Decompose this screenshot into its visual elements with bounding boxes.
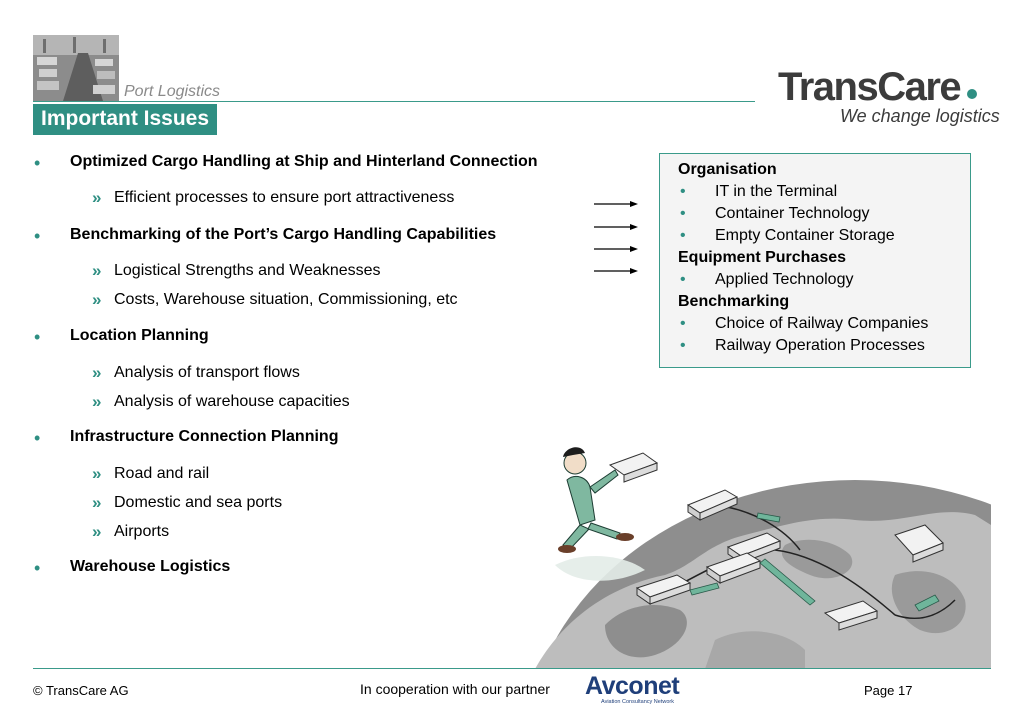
bullet-dot-icon: • — [680, 227, 686, 244]
box-heading: Organisation — [678, 161, 777, 178]
subtopic-label: Costs, Warehouse situation, Commissioning, etc — [114, 291, 458, 308]
bullet-dot-icon: • — [34, 226, 41, 246]
box-item: Choice of Railway Companies — [715, 315, 929, 332]
box-item: Railway Operation Processes — [715, 337, 925, 354]
subtopic-label: Logistical Strengths and Weaknesses — [114, 262, 381, 279]
right-arrow-icon — [594, 268, 638, 274]
section-label: Port Logistics — [124, 83, 221, 100]
bullet-dot-icon: • — [680, 183, 686, 200]
double-chevron-icon: » — [92, 261, 102, 280]
bullet-dot-icon: • — [34, 153, 41, 173]
right-arrow-icon — [594, 246, 638, 252]
bullet-dot-icon: • — [680, 205, 686, 222]
logo-tagline: We change logistics — [840, 106, 1000, 126]
details-box — [659, 153, 971, 368]
partner-name: Avconet — [585, 672, 680, 700]
logo-dot-icon — [967, 89, 977, 99]
right-arrow-icon — [594, 224, 638, 230]
header-photo — [33, 35, 119, 101]
businessman-icon — [558, 447, 657, 553]
subtopic-label: Analysis of warehouse capacities — [114, 393, 350, 410]
bullet-dot-icon: • — [34, 428, 41, 448]
cooperation-text: In cooperation with our partner — [360, 681, 550, 697]
subtopic-label: Analysis of transport flows — [114, 364, 300, 381]
subtopic-label: Domestic and sea ports — [114, 494, 283, 511]
right-arrow-icon — [594, 201, 638, 207]
bullet-dot-icon: • — [680, 315, 686, 332]
subtopic-label: Efficient processes to ensure port attractiveness — [114, 189, 455, 206]
page-number: Page 17 — [864, 683, 913, 698]
box-heading: Benchmarking — [678, 293, 790, 310]
box-heading: Equipment Purchases — [678, 249, 847, 266]
subtopic-label: Road and rail — [114, 465, 210, 482]
box-item: Container Technology — [715, 205, 870, 222]
bullet-dot-icon: • — [34, 558, 41, 578]
subtopic-label: Airports — [114, 523, 170, 540]
arrow-group — [592, 196, 642, 278]
globe-icon — [525, 480, 991, 669]
double-chevron-icon: » — [92, 392, 102, 411]
topic-label: Infrastructure Connection Planning — [70, 428, 339, 445]
double-chevron-icon: » — [92, 188, 102, 207]
bullet-dot-icon: • — [34, 327, 41, 347]
topic-label: Warehouse Logistics — [70, 558, 231, 575]
double-chevron-icon: » — [92, 363, 102, 382]
double-chevron-icon: » — [92, 290, 102, 309]
topic-label: Optimized Cargo Handling at Ship and Hinterland Connection — [70, 153, 538, 170]
logo-name: TransCare — [778, 65, 961, 109]
partner-tagline: Aviation Consultancy Network — [601, 699, 674, 705]
double-chevron-icon: » — [92, 522, 102, 541]
copyright: © TransCare AG — [33, 683, 129, 698]
footer-divider — [33, 668, 991, 669]
header-divider — [33, 101, 755, 102]
bullet-dot-icon: • — [680, 271, 686, 288]
box-item: Empty Container Storage — [715, 227, 895, 244]
page-title: Important Issues — [33, 104, 217, 135]
double-chevron-icon: » — [92, 464, 102, 483]
topic-label: Location Planning — [70, 327, 209, 344]
model-warehouse-icon — [610, 453, 657, 482]
box-item: IT in the Terminal — [715, 183, 838, 200]
double-chevron-icon: » — [92, 493, 102, 512]
bullet-dot-icon: • — [680, 337, 686, 354]
logistics-illustration — [455, 425, 991, 669]
avconet-logo — [585, 672, 695, 706]
box-item: Applied Technology — [715, 271, 854, 288]
transcare-logo — [778, 62, 1008, 132]
topic-label: Benchmarking of the Port’s Cargo Handling Capabilities — [70, 226, 497, 243]
